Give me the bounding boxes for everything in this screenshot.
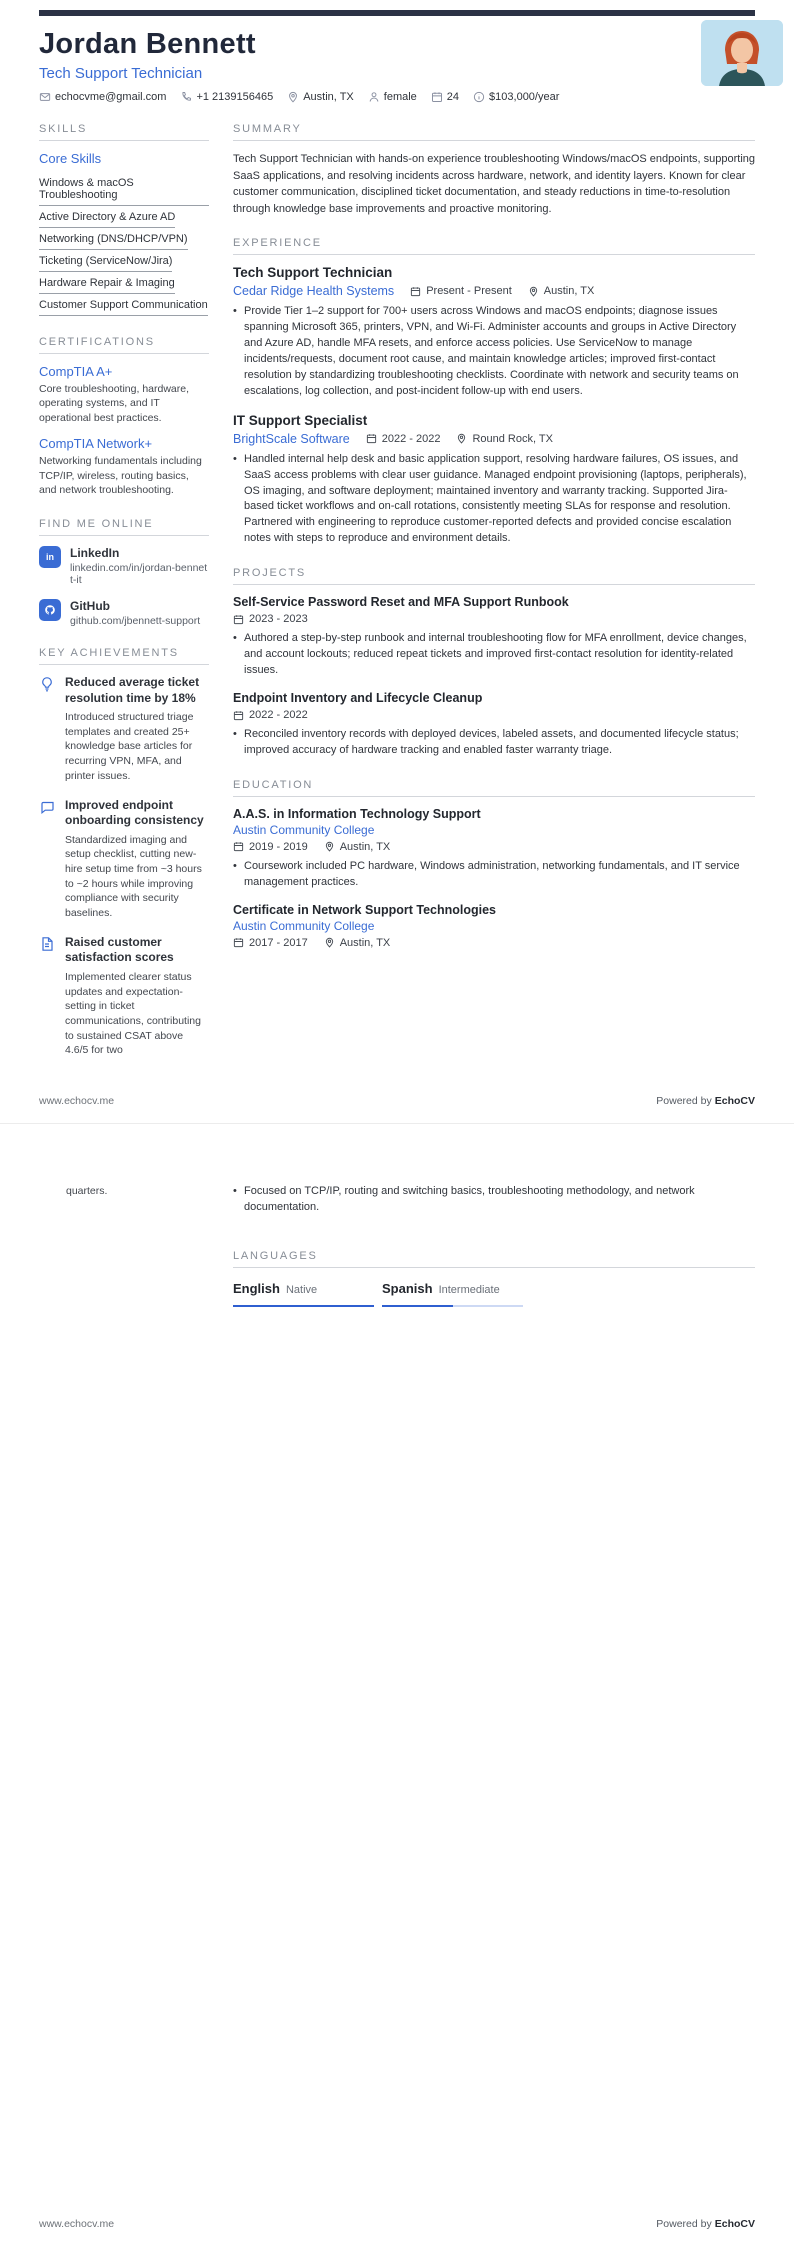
degree-title: A.A.S. in Information Technology Support [233, 806, 481, 821]
contact-gender [368, 91, 417, 103]
skill-item: Active Directory & Azure AD [39, 206, 209, 228]
certification-description: Networking fundamentals including TCP/IP, wireless, routing basics, and network troubleshooting. [39, 455, 202, 497]
school-name: Austin Community College [233, 822, 375, 837]
calendar-icon [233, 710, 244, 721]
language-proficiency-fill [382, 1305, 453, 1307]
bullet-dot [233, 304, 244, 400]
education-dates: 2019 - 2019 [233, 841, 308, 853]
job-title: Tech Support Technician [233, 265, 393, 280]
language-proficiency-fill [233, 1305, 374, 1307]
language-level: Native [285, 1283, 318, 1296]
education-heading: EDUCATION [233, 779, 755, 797]
certification-description: Core troubleshooting, hardware, operating systems, and IT operational best practices. [39, 383, 190, 424]
achievement-item [39, 675, 209, 784]
achievement-title: Improved endpoint onboarding consistency [65, 797, 204, 828]
contact-phone [180, 91, 273, 103]
footer-brand: EchoCV [714, 2218, 755, 2230]
contact-gender-text: female [383, 91, 417, 103]
contact-location-text: Austin, TX [303, 91, 354, 103]
education-bullet: • Coursework included PC hardware, Windows administration, networking fundamentals, and IT service management practices. [233, 859, 755, 891]
project-bullet: • Reconciled inventory records with deployed devices, labeled assets, and documented lifecycle status; improved accuracy of hardware tracking and enabled faster warranty triage. [233, 727, 755, 759]
location-icon [324, 937, 335, 948]
language-name: Spanish [382, 1280, 433, 1296]
project-entry [233, 595, 755, 679]
right-column-continuation [233, 1184, 755, 1307]
achievement-description: Introduced structured triage templates and created 25+ knowledge base articles for recurring VPN, MFA, and printer issues. [65, 711, 194, 782]
job-dates: 2022 - 2022 [366, 433, 441, 445]
project-title: Endpoint Inventory and Lifecycle Cleanup [233, 691, 483, 706]
skill-item: Hardware Repair & Imaging [39, 272, 209, 294]
contact-email-text: echocvme@gmail.com [55, 91, 167, 103]
achievement-item [39, 935, 209, 1058]
languages-row [233, 1280, 755, 1307]
experience-entry [233, 413, 755, 548]
bullet-dot [233, 1184, 244, 1216]
right-column [233, 123, 755, 1072]
education-entry [233, 807, 755, 891]
contact-age [431, 91, 459, 103]
location-icon [324, 841, 335, 852]
contact-salary-text: $103,000/year [489, 91, 560, 103]
job-meta [233, 284, 755, 298]
skills-heading: SKILLS [39, 123, 209, 141]
achievement-item [39, 798, 209, 921]
skills-group-title: Core Skills [39, 151, 102, 166]
candidate-name: Jordan Bennett [39, 28, 256, 60]
project-dates: 2022 - 2022 [233, 709, 755, 721]
job-dates: Present - Present [410, 285, 512, 297]
skill-item: Customer Support Communication [39, 294, 209, 316]
certification-item [39, 436, 209, 497]
online-profile-github [39, 599, 209, 627]
summary-text: Tech Support Technician with hands-on experience troubleshooting Windows/macOS endpoints, supporting SaaS applications, and resolving incidents across hardware, network, and identity layers. Known for clear customer communication, disciplined ticket documentation, and steady reductions in time-to-resolution through knowledge base improvements and proactive monitoring. [233, 153, 755, 215]
key-achievements-heading: KEY ACHIEVEMENTS [39, 647, 209, 665]
project-entry [233, 691, 755, 759]
calendar-icon [233, 937, 244, 948]
profile-label: GitHub [70, 598, 110, 613]
degree-title: Certificate in Network Support Technologies [233, 902, 496, 917]
experience-heading: EXPERIENCE [233, 237, 755, 255]
info-icon [473, 91, 485, 103]
languages-heading: LANGUAGES [233, 1250, 755, 1268]
education-bullet: • Focused on TCP/IP, routing and switching basics, troubleshooting methodology, and network documentation. [233, 1184, 755, 1216]
resume-page-2 [0, 1123, 794, 2246]
contact-location [287, 91, 354, 103]
profile-label: LinkedIn [70, 545, 120, 560]
bullet-dot [233, 859, 244, 891]
achievement-title: Reduced average ticket resolution time by 18% [65, 674, 200, 705]
page-footer [39, 2218, 755, 2230]
job-title: IT Support Specialist [233, 412, 368, 428]
footer-brand: EchoCV [714, 1095, 755, 1107]
find-me-online-heading: FIND ME ONLINE [39, 518, 209, 536]
phone-icon [180, 91, 192, 103]
job-bullet: • Handled internal help desk and basic application support, resolving hardware failures, OS issues, and SaaS access problems with clear user guidance. Managed endpoint provisioning (laptops, peripherals), OS imaging, and software deployment; maintained inventory and warranty tracking. Supported Jira-based ticket workflows and on-call rotations, consistently meeting SLAs for response and resolution. Partnered with engineering to reproduce customer-reported defects and provided concise escalation notes with steps to reproduce and environment details. [233, 452, 755, 548]
job-bullet: • Provide Tier 1–2 support for 700+ users across Windows and macOS endpoints; diagnose issues spanning Microsoft 365, printers, VPN, and Wi-Fi. Administer accounts and groups in Active Directory and Azure AD, handle MFA resets, and enforce access policies. Use ServiceNow to manage incidents/requests, document root cause, and maintain knowledge articles; improved first-contact resolution by standardizing troubleshooting checklists. Coordinate with network and security teams on escalations, log collection, and post-incident follow-up with end users. [233, 304, 755, 400]
github-icon [39, 599, 61, 621]
contact-email[interactable] [39, 91, 166, 103]
language-proficiency-bar [382, 1305, 523, 1307]
left-column [39, 123, 209, 1072]
language-name: English [233, 1280, 280, 1296]
profile-photo [701, 20, 783, 86]
education-entry [233, 903, 755, 949]
language-proficiency-bar [233, 1305, 374, 1307]
person-icon [368, 91, 380, 103]
education-meta [233, 937, 755, 949]
company-name: BrightScale Software [233, 431, 350, 446]
bullet-dot [233, 452, 244, 548]
certification-name: CompTIA A+ [39, 364, 113, 379]
location-icon [528, 286, 539, 297]
skill-item: Networking (DNS/DHCP/VPN) [39, 228, 209, 250]
skill-item: Ticketing (ServiceNow/Jira) [39, 250, 209, 272]
projects-heading: PROJECTS [233, 567, 755, 585]
footer-powered-by: Powered by EchoCV [656, 2218, 755, 2230]
company-name: Cedar Ridge Health Systems [233, 284, 395, 298]
education-location: Austin, TX [324, 841, 391, 853]
project-title: Self-Service Password Reset and MFA Support Runbook [233, 595, 569, 610]
language-level: Intermediate [438, 1283, 500, 1296]
contact-salary [473, 91, 559, 103]
skill-item: Windows & macOS Troubleshooting [39, 172, 209, 206]
page-footer [39, 1095, 755, 1107]
accent-top-bar [39, 10, 755, 16]
job-meta [233, 432, 755, 446]
left-column-continuation [39, 1184, 209, 1307]
profile-url[interactable]: github.com/jbennett-support [70, 614, 201, 627]
project-bullet: • Authored a step-by-step runbook and internal troubleshooting flow for MFA enrollment, device changes, and account lockouts; reduced repeat tickets and improved first-contact resolution for identity-related issues. [233, 631, 755, 679]
education-dates: 2017 - 2017 [233, 937, 308, 949]
education-meta [233, 841, 755, 853]
linkedin-icon [39, 546, 61, 568]
achievement-continuation-text: quarters. [66, 1185, 108, 1197]
calendar-icon [366, 433, 377, 444]
achievement-description: Standardized imaging and setup checklist, cutting new-hire setup time from ~3 hours to ~2 hours while improving compliance with security baselines. [65, 833, 202, 920]
location-icon [456, 433, 467, 444]
resume-header [39, 28, 755, 103]
footer-site-link[interactable]: www.echocv.me [39, 2218, 115, 2230]
contact-row [39, 91, 755, 103]
candidate-title: Tech Support Technician [39, 65, 203, 82]
certification-item [39, 364, 209, 425]
calendar-icon [233, 614, 244, 625]
contact-phone-text: +1 2139156465 [196, 91, 274, 103]
summary-heading: SUMMARY [233, 123, 755, 141]
certification-name: CompTIA Network+ [39, 436, 153, 452]
lightbulb-icon [39, 676, 55, 692]
footer-site-link[interactable]: www.echocv.me [39, 1095, 115, 1107]
project-dates: 2023 - 2023 [233, 613, 755, 625]
language-item [382, 1280, 523, 1307]
education-location: Austin, TX [324, 937, 391, 949]
chat-bubble-icon [39, 799, 55, 815]
calendar-icon [431, 91, 443, 103]
job-location: Austin, TX [528, 285, 595, 297]
achievement-title: Raised customer satisfaction scores [65, 934, 174, 965]
language-item [233, 1280, 374, 1307]
certifications-heading: CERTIFICATIONS [39, 336, 209, 354]
document-icon [39, 936, 55, 952]
profile-url[interactable]: linkedin.com/in/jordan-bennett-it [70, 561, 208, 586]
bullet-dot [233, 727, 244, 759]
email-icon [39, 91, 51, 103]
calendar-icon [233, 841, 244, 852]
location-icon [287, 91, 299, 103]
resume-columns [39, 123, 755, 1072]
contact-age-text: 24 [446, 91, 460, 103]
achievement-description: Implemented clearer status updates and expectation-setting in ticket communications, contributing to sustained CSAT above 4.6/5 for two [65, 971, 201, 1057]
job-location: Round Rock, TX [456, 433, 553, 445]
bullet-dot [233, 631, 244, 679]
experience-entry [233, 265, 755, 400]
profile-photo-illustration [701, 20, 783, 86]
footer-powered-by: Powered by EchoCV [656, 1095, 755, 1107]
calendar-icon [410, 286, 421, 297]
online-profile-linkedin [39, 546, 209, 586]
school-name: Austin Community College [233, 918, 375, 933]
